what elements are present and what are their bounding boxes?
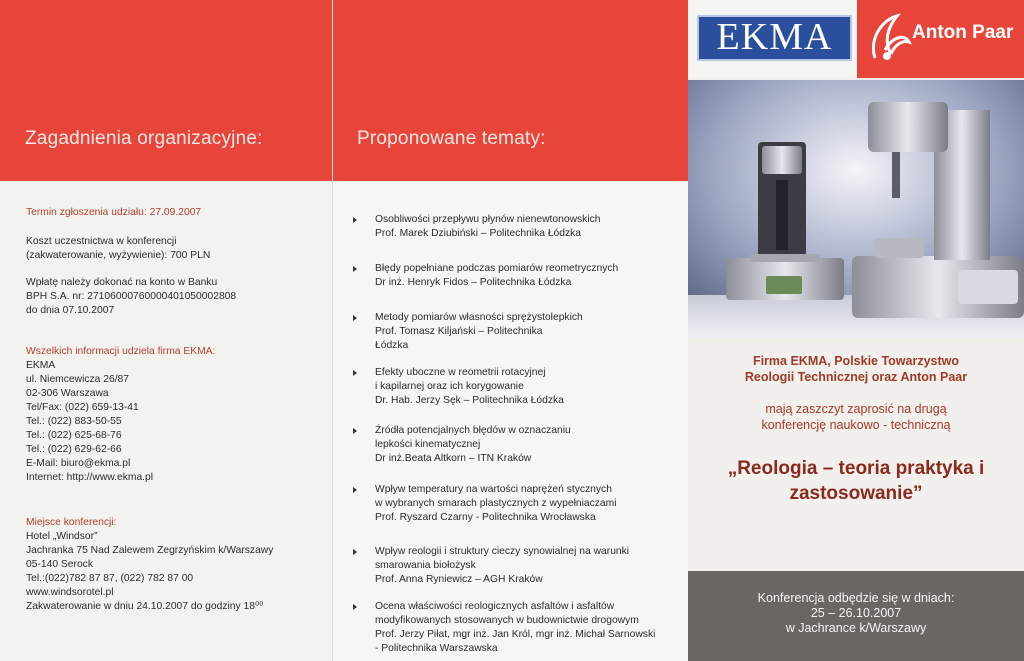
contact-line: Internet: http://www.ekma.pl <box>26 472 154 483</box>
contact-line: E-Mail: biuro@ekma.pl <box>26 458 131 469</box>
date-line: w Jachrance k/Warszawy <box>785 621 927 635</box>
topic-item <box>359 311 583 353</box>
topic-title: Źródła potencjalnych błędów w oznaczaniu <box>375 425 571 436</box>
topic-title: lepkości kinematycznej <box>375 439 481 450</box>
topic-author: Prof. Jerzy Piłat, mgr inż. Jan Król, mgr inż. Michał Sarnowski <box>375 629 656 640</box>
topic-author: Prof. Ryszard Czarny - Politechnika Wrocławska <box>375 512 596 523</box>
organizers-line: Reologii Technicznej oraz Anton Paar <box>744 370 968 384</box>
topic-title: Błędy popełniane podczas pomiarów reometrycznych <box>375 263 619 274</box>
topic-author: - Politechnika Warszawska <box>375 643 498 654</box>
deadline-line: Termin zgłoszenia udziału: 27.09.2007 <box>26 207 202 218</box>
bullet-arrow-icon <box>353 549 357 555</box>
middle-panel <box>332 0 689 661</box>
topic-title: Wpływ reologii i struktury cieczy synowialnej na warunki <box>375 546 630 557</box>
conference-title-line: zastosowanie” <box>789 483 923 504</box>
right-panel <box>688 0 1024 661</box>
topic-title: w wybranych smarach plastycznych z wypełniaczami <box>375 498 617 509</box>
cost-block <box>26 235 210 263</box>
anton-paar-logo-text: Anton Paar <box>912 22 1014 43</box>
topic-author: Prof. Marek Dziubiński – Politechnika Łódzka <box>375 228 582 239</box>
anton-paar-swirl-icon <box>867 10 913 66</box>
bullet-arrow-icon <box>353 487 357 493</box>
conference-date-text <box>688 591 1024 636</box>
contact-line: Tel.: (022) 625-68-76 <box>26 430 122 441</box>
topic-author: Dr inż.Beata Altkorn – ITN Kraków <box>375 453 532 464</box>
topic-item <box>359 213 601 241</box>
topic-title: Metody pomiarów własności sprężystolepkich <box>375 312 583 323</box>
payment-line: Wpłatę należy dokonać na konto w Banku <box>26 277 218 288</box>
venue-block <box>26 516 273 614</box>
topic-item <box>359 366 564 408</box>
contact-heading: Wszelkich informacji udziela firma EKMA: <box>26 346 216 357</box>
topic-title: modyfikowanych stosowanych w budownictwie drogowym <box>375 615 639 626</box>
topic-item <box>359 424 571 466</box>
middle-header-band <box>333 0 689 181</box>
topic-author: Dr inż. Henryk Fidos – Politechnika Łódzka <box>375 277 572 288</box>
organizers-line: Firma EKMA, Polskie Towarzystwo <box>752 354 960 368</box>
bullet-arrow-icon <box>353 266 357 272</box>
invitation-text <box>688 401 1024 433</box>
conference-title-line: „Reologia – teoria praktyka i <box>727 458 985 479</box>
cost-line: Koszt uczestnictwa w konferencji <box>26 236 177 247</box>
bullet-arrow-icon <box>353 428 357 434</box>
invitation-line: mają zaszczyt zaprosić na drugą <box>765 402 947 416</box>
conference-title <box>688 456 1024 506</box>
topic-item <box>359 600 655 656</box>
payment-block <box>26 276 236 318</box>
topic-title: Wpływ temperatury na wartości naprężeń stycznych <box>375 484 612 495</box>
date-line: 25 – 26.10.2007 <box>810 606 902 620</box>
contact-line: 02-306 Warszawa <box>26 388 109 399</box>
topic-author: Dr. Hab. Jerzy Sęk – Politechnika Łódzka <box>375 395 564 406</box>
anton-paar-logo-area <box>857 0 1024 78</box>
contact-line: ul. Niemcewicza 26/87 <box>26 374 130 385</box>
payment-line: BPH S.A. nr: 27106000760000401050002808 <box>26 291 237 302</box>
topic-title: i kapilarnej oraz ich korygowanie <box>375 381 524 392</box>
venue-line: Zakwaterowanie w dniu 24.10.2007 do godziny 18⁰⁰ <box>26 601 264 612</box>
topic-item <box>359 483 617 525</box>
bullet-arrow-icon <box>353 604 357 610</box>
topic-author: Łódzka <box>375 340 409 351</box>
venue-line: Hotel „Windsor” <box>26 531 98 542</box>
topic-title: Ocena właściwości reologicznych asfaltów i asfaltów <box>375 601 615 612</box>
ekma-logo-area <box>688 0 857 78</box>
invitation-line: konferencję naukowo - techniczną <box>761 418 951 432</box>
topic-title: Efekty uboczne w reometrii rotacyjnej <box>375 367 546 378</box>
left-header-band <box>0 0 332 181</box>
venue-line: Jachranka 75 Nad Zalewem Zegrzyńskim k/Warszawy <box>26 545 274 556</box>
topic-author: Prof. Anna Ryniewicz – AGH Kraków <box>375 574 543 585</box>
conference-date-box <box>688 571 1024 661</box>
date-line: Konferencja odbędzie się w dniach: <box>757 591 955 605</box>
venue-heading: Miejsce konferencji: <box>26 517 117 528</box>
organizers-text <box>688 353 1024 385</box>
venue-line: 05-140 Serock <box>26 559 93 570</box>
rheometer-product-photo <box>688 80 1024 338</box>
left-panel <box>0 0 332 661</box>
venue-line: Tel.:(022)782 87 87, (022) 782 87 00 <box>26 573 194 584</box>
bullet-arrow-icon <box>353 370 357 376</box>
ekma-logo: EKMA <box>697 15 852 61</box>
contact-line: Tel.: (022) 883-50-55 <box>26 416 122 427</box>
topic-title: smarowania biołożysk <box>375 560 476 571</box>
topic-author: Prof. Tomasz Kiljański – Politechnika <box>375 326 543 337</box>
venue-line: www.windsorotel.pl <box>26 587 114 598</box>
contact-line: EKMA <box>26 360 56 371</box>
bullet-arrow-icon <box>353 217 357 223</box>
bullet-arrow-icon <box>353 315 357 321</box>
topic-item <box>359 262 618 290</box>
deadline-text <box>26 206 201 220</box>
left-panel-title: Zagadnienia organizacyjne: <box>25 128 263 149</box>
payment-line: do dnia 07.10.2007 <box>26 305 115 316</box>
cost-line: (zakwaterowanie, wyżywienie): 700 PLN <box>26 250 211 261</box>
contact-line: Tel/Fax: (022) 659-13-41 <box>26 402 139 413</box>
middle-panel-title: Proponowane tematy: <box>357 128 546 149</box>
contact-block <box>26 345 215 485</box>
topic-item <box>359 545 629 587</box>
topic-title: Osobliwości przepływu płynów nienewtonowskich <box>375 214 601 225</box>
contact-line: Tel.: (022) 629-62-66 <box>26 444 122 455</box>
